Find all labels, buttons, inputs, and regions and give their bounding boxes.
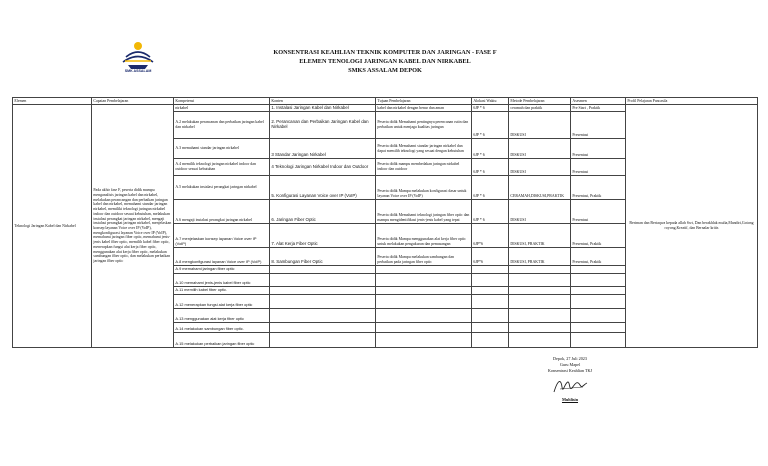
kompetensi-cell: A.8 mengkonfigurasi layanan Voice over IP (VoIP) — [174, 248, 270, 266]
alokasi-cell: 6JP*6 — [472, 248, 509, 266]
metode-cell — [509, 309, 571, 323]
metode-cell: DISKUSI — [509, 139, 571, 159]
school-logo-caption: SMK ASSALAM — [124, 69, 152, 73]
tujuan-cell: Peserta didik Mampu menggunakan alat kerja fiber optic untuk melakukan pengukuran dan pemasangan — [376, 224, 472, 248]
col-header-profil: Profil Pelajaran Pancasila — [626, 98, 758, 105]
alokasi-cell: 6JP * 6 — [472, 105, 509, 112]
konten-cell: 2. Perancanan dan Perbaikan Jaringan Kabel dan Nirkabel — [270, 112, 376, 139]
table-row — [13, 105, 758, 112]
tujuan-cell — [376, 287, 472, 295]
kompetensi-cell: A.9 memahami jaringan fiber optic — [174, 266, 270, 274]
konten-cell — [270, 287, 376, 295]
asesmen-cell: Presentasi, Praktik — [571, 248, 626, 266]
asesmen-cell: Presentasi — [571, 139, 626, 159]
asesmen-cell — [571, 295, 626, 309]
metode-cell: DISKUSI, PRAKTIK — [509, 224, 571, 248]
asesmen-cell — [571, 287, 626, 295]
asesmen-cell — [571, 323, 626, 333]
tujuan-cell — [376, 266, 472, 274]
kompetensi-cell: A.10 memahami jenis-jenis kabel fiber optic — [174, 274, 270, 287]
asesmen-cell: Presentasi, Praktik — [571, 224, 626, 248]
kompetensi-cell: A.7 menjelaskan konsep layanan Voice over IP (VoIP) — [174, 224, 270, 248]
metode-cell: DISKUSI — [509, 200, 571, 224]
kompetensi-cell: A.13 menggunakan alat kerja fiber optic — [174, 309, 270, 323]
metode-cell — [509, 287, 571, 295]
metode-cell — [509, 274, 571, 287]
tujuan-cell: Peserta didik Mampu melakukan konfigurasi dasar untuk layanan Voice over IP (VoIP) — [376, 176, 472, 200]
konten-cell — [270, 274, 376, 287]
alokasi-cell: 6JP * 6 — [472, 112, 509, 139]
kompetensi-cell: A.4 memilik teknologi jaringan nirkabel indoor dan outdoor sesuai kebutuhan — [174, 159, 270, 176]
metode-cell: DISKUSI — [509, 159, 571, 176]
asesmen-cell: Pre Start , Praktik — [571, 105, 626, 112]
kompetensi-cell: nirkabel — [174, 105, 270, 112]
alokasi-cell: 6JP * 6 — [472, 200, 509, 224]
asesmen-cell — [571, 309, 626, 323]
kompetensi-cell: A.14 melakukan sambungan fiber optic. — [174, 323, 270, 333]
col-header-alokasi: Alokasi Waktu — [472, 98, 509, 105]
konten-cell — [270, 295, 376, 309]
kompetensi-cell: A.6 mengaji instalasi perangkat jaringan nirkabel — [174, 200, 270, 224]
signature-unit: Konsentrasi Keahlian TKJ — [547, 368, 593, 374]
header-line-3: SMKS ASSALAM DEPOK — [348, 67, 422, 74]
konten-cell: 4 Teknologi Jaringan Nirkabel Indoor dan Outdoor — [270, 159, 376, 176]
signature-block — [520, 356, 620, 403]
konten-cell: 1. Instalasi Jaringan Kabel dan Nirkabel — [270, 105, 376, 112]
kompetensi-cell: A.11 memilih kabel fiber optic. — [174, 287, 270, 295]
asesmen-cell: Presentasi, Praktik — [571, 176, 626, 200]
tujuan-cell — [376, 323, 472, 333]
kompetensi-cell: A.2 melakukan perancanan dan perbaikan jaringan kabel dan nirkabel — [174, 112, 270, 139]
alokasi-cell — [472, 333, 509, 348]
signature-name: Muhlisin — [561, 396, 579, 402]
signature-place-date: Depok, 27 Juli 2023 — [553, 356, 587, 361]
alokasi-cell: 6JP * 6 — [472, 176, 509, 200]
capaian-cell: Pada akhir fase F, peserta didik mampu menganalisis jaringan kabel dan nirkabel, melakukan perancangan dan perbaikan jaringan kabel dan nirkabel, memahami standar jaringan nirkabel, memiliki teknologi jaringan nirkabel indoor dan outdoor sesuai kebutuhan, melakukan instalasi perangkat jaringan nirkabel, mengaji instalasi perangkat jaringan nirkabel, menjelaskan konsep layanan Voice over IP (VoIP), mengkonfigurasi layanan Voice over IP (VoIP), memahami jaringan fiber optic, memahami jenis-jenis kabel fiber optic, memilih kabel fiber optic, menerapkan fungsi alat kerja fiber optic, menggunakan alat kerja fiber optic, melakukan sambungan fiber optic, dan melakukan perbaikan jaringan fiber optic — [92, 105, 174, 348]
col-header-metode: Metode Pembelajaran — [509, 98, 571, 105]
col-header-tujuan: Tujuan Pembelajaran — [376, 98, 472, 105]
alokasi-cell — [472, 287, 509, 295]
col-header-konten: Konten — [270, 98, 376, 105]
profil-cell: Beriman dan Bertaqwa kepada allah Swt, Dan berakhlak mulia,Mandiri,Gotong royong,Kreatif, dan Bernalar kritis — [626, 105, 758, 348]
tujuan-cell — [376, 309, 472, 323]
col-header-capaian: Capaian Pembelajaran — [92, 98, 174, 105]
asesmen-cell — [571, 266, 626, 274]
konten-cell — [270, 323, 376, 333]
tujuan-cell — [376, 295, 472, 309]
tujuan-cell — [376, 333, 472, 348]
alokasi-cell: 6JP * 6 — [472, 159, 509, 176]
handwritten-signature — [550, 376, 590, 396]
alokasi-cell — [472, 323, 509, 333]
alokasi-cell: 6JP * 6 — [472, 139, 509, 159]
document-header — [150, 48, 620, 75]
metode-cell — [509, 266, 571, 274]
asesmen-cell: Presentasi — [571, 112, 626, 139]
asesmen-cell: Presentasi — [571, 159, 626, 176]
header-line-1: KONSENTRASI KEAHLIAN TEKNIK KOMPUTER DAN JARINGAN - FASE F — [273, 49, 497, 56]
konten-cell — [270, 309, 376, 323]
konten-cell — [270, 266, 376, 274]
asesmen-cell — [571, 274, 626, 287]
tujuan-cell — [376, 274, 472, 287]
tujuan-cell: Peserta didik mampu membedakan jaringan nirkabel indoor dan outdoor — [376, 159, 472, 176]
tujuan-cell: Peserta didik Memahami pentingnya perencanan rutin dan perbaikan untuk menjaga kualitas jaringan — [376, 112, 472, 139]
konten-cell — [270, 333, 376, 348]
konten-cell: 7. Alat Kerja Fiber Optic — [270, 224, 376, 248]
metode-cell: CERAMAH,DISKUSI,PRAKTIK — [509, 176, 571, 200]
table-header-row — [13, 98, 758, 105]
konten-cell: 8. Sambungan Fiber Optic — [270, 248, 376, 266]
konten-cell: 5. Konfigurasi Layanan Voice over IP (VoIP) — [270, 176, 376, 200]
alokasi-cell: 6JP*6 — [472, 224, 509, 248]
konten-cell: 3 Standar Jaringan Nirkabel — [270, 139, 376, 159]
alokasi-cell — [472, 309, 509, 323]
metode-cell: ceramah dan praktik — [509, 105, 571, 112]
metode-cell: DISKUSI, PRAKTIK — [509, 248, 571, 266]
col-header-kompetensi: Kompetensi — [174, 98, 270, 105]
metode-cell — [509, 295, 571, 309]
metode-cell — [509, 323, 571, 333]
kompetensi-cell: A.5 melakukan instalasi perangkat jaringan nirkabel — [174, 176, 270, 200]
tujuan-cell: Peserta didik Memahami teknologi jaringan fiber optic dan mampu mengidentifikasi jenis-jenis kabel yang tepat — [376, 200, 472, 224]
metode-cell: DISKUSI — [509, 112, 571, 139]
tujuan-cell: Peserta didik Memahami standar jaringan nirkabel dan dapat memilih teknologi yang sesuai dengan kebutuhan — [376, 139, 472, 159]
header-line-2: ELEMEN TENOLOGI JARINGAN KABEL DAN NIRKABEL — [299, 58, 471, 65]
asesmen-cell — [571, 333, 626, 348]
konten-cell: 6. Jaringan Fiber Optic — [270, 200, 376, 224]
curriculum-table — [12, 97, 758, 348]
asesmen-cell: Presentasi — [571, 200, 626, 224]
alokasi-cell — [472, 295, 509, 309]
metode-cell — [509, 333, 571, 348]
kompetensi-cell: A.3 memahami standar jaringan nirkabel — [174, 139, 270, 159]
alokasi-cell — [472, 266, 509, 274]
tujuan-cell: kabel dan nirkabel dengan benar dan aman — [376, 105, 472, 112]
signature-role: Guru Mapel — [559, 362, 581, 368]
alokasi-cell — [472, 274, 509, 287]
elemen-cell: Teknologi Jaringan Kabel dan Nirkabel — [13, 105, 92, 348]
col-header-elemen: Elemen — [13, 98, 92, 105]
kompetensi-cell: A.15 melakukan perbaikan jaringan fiber optic — [174, 333, 270, 348]
col-header-asesmen: Asesmen — [571, 98, 626, 105]
tujuan-cell: Peserta didik Mampu melakukan sambungan dan perbaikan pada jaringan fiber optic — [376, 248, 472, 266]
kompetensi-cell: A.12 menerapkan fungsi alat kerja fiber optic — [174, 295, 270, 309]
